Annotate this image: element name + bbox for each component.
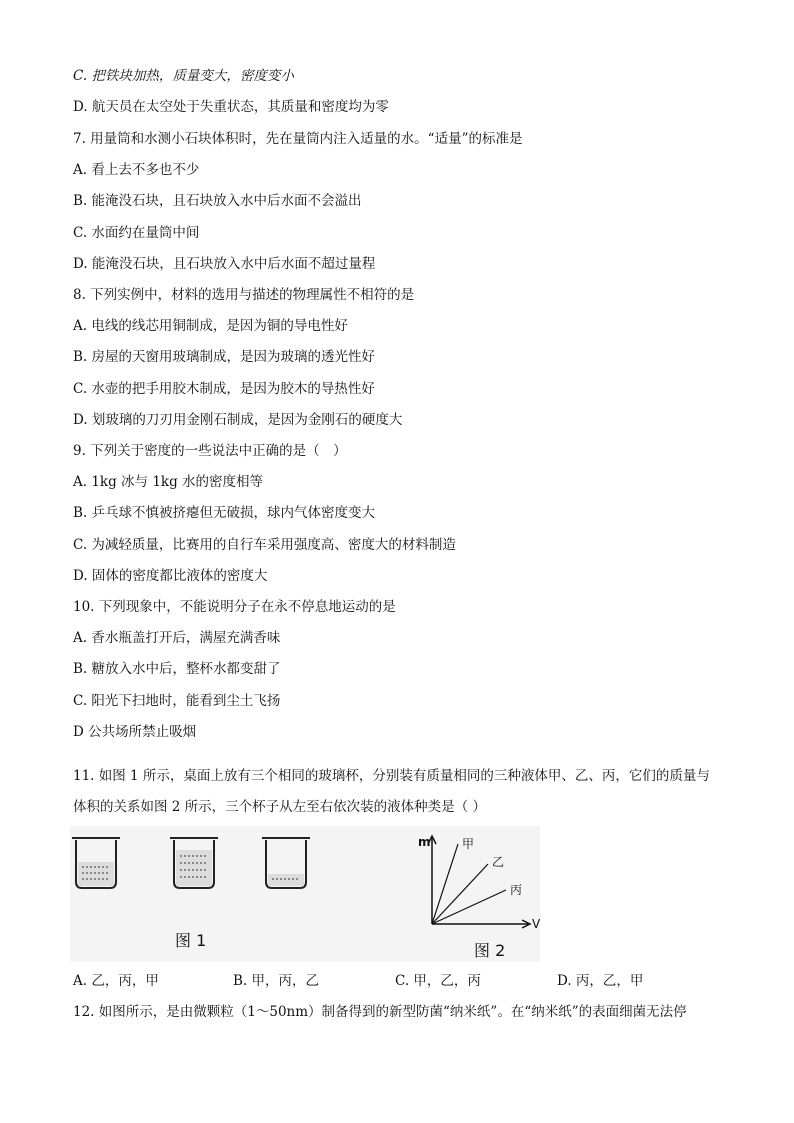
option-d-q10: D 公共场所禁止吸烟 [73,724,197,740]
question-8: 8. 下列实例中，材料的选用与描述的物理属性不相符的是 [73,287,415,303]
axis-m-label: m [418,835,431,849]
question-11-figures [70,826,540,962]
label-bing: 丙 [510,883,523,897]
option-c-q7: C. 水面约在量筒中间 [73,225,200,241]
question-11: 11. 如图 1 所示，桌面上放有三个相同的玻璃杯，分别装有质量相同的三种液体甲、乙、丙，它们的质量与体积的关系如图 2 所示，三个杯子从左至右依次装的液体种类是（ ） [73,768,710,815]
option-b-q11: B. 甲，丙，乙 [233,973,320,989]
option-a-q8: A. 电线的线芯用铜制成，是因为铜的导电性好 [73,318,348,334]
option-d-q6: D. 航天员在太空处于失重状态，其质量和密度均为零 [73,99,389,115]
fig1-label: 图 1 [175,931,207,950]
option-a-q11: A. 乙，丙，甲 [73,973,159,989]
line-jia [432,844,458,924]
option-c-q10: C. 阳光下扫地时，能看到尘土飞扬 [73,693,281,709]
option-d-q11: D. 丙，乙，甲 [557,973,644,989]
line-yi [432,864,488,924]
option-a-q10: A. 香水瓶盖打开后，满屋充满香味 [73,630,281,646]
option-c-q9: C. 为减轻质量，比赛用的自行车采用强度高、密度大的材料制造 [73,537,456,553]
option-a-q9: A. 1kg 冰与 1kg 水的密度相等 [73,474,264,490]
mv-graph [418,835,540,931]
option-b-q7: B. 能淹没石块，且石块放入水中后水面不会溢出 [73,193,362,209]
beaker-right [262,838,310,888]
beaker-middle [170,838,218,888]
figure-svg [70,826,540,962]
axis-v-label: V [532,917,540,931]
question-10: 10. 下列现象中，不能说明分子在永不停息地运动的是 [73,599,396,615]
option-d-q9: D. 固体的密度都比液体的密度大 [73,568,268,584]
beaker-left [72,838,120,888]
option-c-q8: C. 水壶的把手用胶木制成，是因为胶木的导热性好 [73,381,375,397]
question-7: 7. 用量筒和水测小石块体积时，先在量筒内注入适量的水。“适量”的标准是 [73,131,523,147]
label-jia: 甲 [462,837,475,851]
option-a-q7: A. 看上去不多也不少 [73,162,200,178]
question-11-options [73,972,713,990]
fig2-label: 图 2 [474,941,506,960]
option-b-q9: B. 乒乓球不慎被挤瘪但无破损，球内气体密度变大 [73,505,376,521]
question-9: 9. 下列关于密度的一些说法中正确的是（ ） [73,443,347,459]
question-12: 12. 如图所示，是由微颗粒（1～50nm）制备得到的新型防菌“纳米纸”。在“纳米纸”的表面细菌无法停 [73,1004,687,1020]
option-b-q8: B. 房屋的天窗用玻璃制成，是因为玻璃的透光性好 [73,349,376,365]
label-yi: 乙 [492,855,505,869]
line-bing [432,890,506,924]
option-c-q11: C. 甲，乙，丙 [395,973,481,989]
option-c-q6: C. 把铁块加热，质量变大，密度变小 [73,68,294,84]
option-d-q8: D. 划玻璃的刀刃用金刚石制成，是因为金刚石的硬度大 [73,412,403,428]
option-d-q7: D. 能淹没石块，且石块放入水中后水面不超过量程 [73,256,376,272]
option-b-q10: B. 糖放入水中后，整杯水都变甜了 [73,661,281,677]
